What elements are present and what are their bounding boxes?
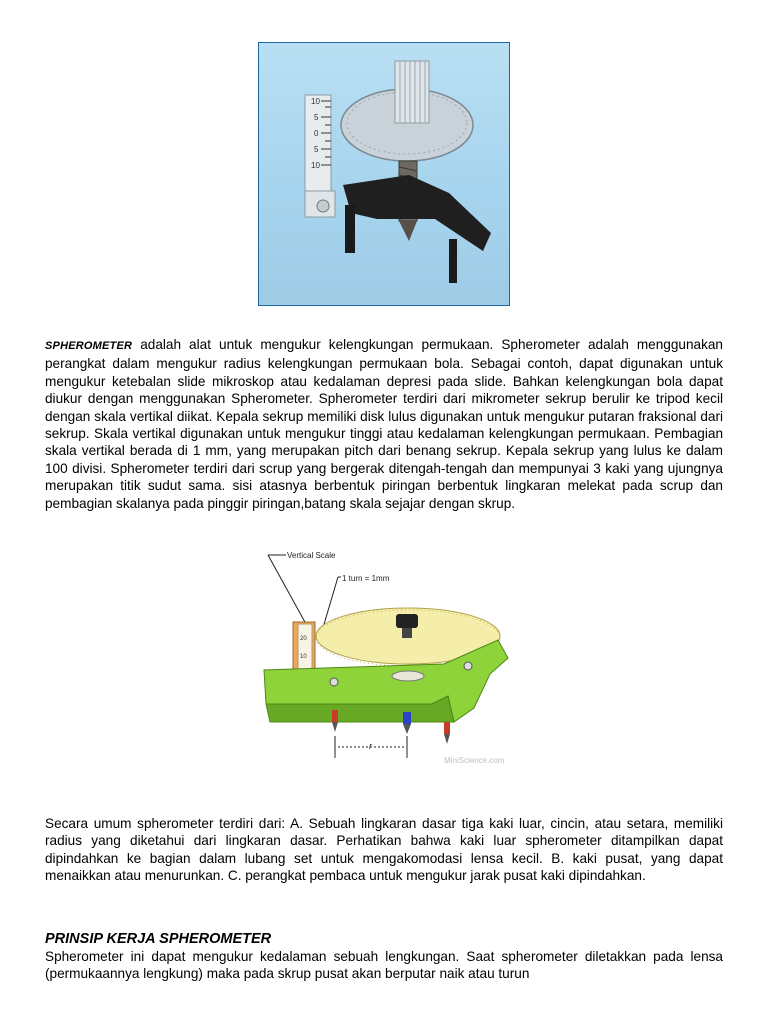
spherometer-photo [258,42,510,306]
photo-scale-number: 5 [314,113,319,122]
spherometer-diagram [262,546,522,768]
diagram-knob [396,614,418,628]
diagram-scale-tick: 10 [300,654,307,660]
vertical-scale-label: Vertical Scale [287,551,336,560]
photo-tripod-leg [345,205,355,253]
diagram-outer-leg [444,722,450,734]
label-leader [268,555,306,624]
spherometer-photo-drawing [259,43,509,305]
diagram-scale-tick: 20 [300,636,307,642]
diagram-screw [330,678,338,686]
diagram-screw [464,662,472,670]
diagram-credit: MiniScience.com [444,756,505,765]
diagram-leg-tip [403,724,411,734]
diagram-leg-tip [332,722,338,732]
photo-scale-number: 0 [314,129,319,138]
photo-scale-number: 10 [311,97,320,106]
diagram-leg-tip [444,734,450,744]
components-paragraph: Secara umum spherometer terdiri dari: A. Sebuah lingkaran dasar tiga kaki luar, cincin, atau setara, memiliki radius yang diketahui dari lingkaran dasar. Perhatikan bahwa kaki luar spherometer ditampilkan dapat dipindahkan ke bagian dalam lubang set untuk mengakomodasi lensa kecil. B. kaki pusat, yang dapat menaikkan atau menurunkan. C. perangkat pembaca untuk mengukur jarak pusat kaki dipindahkan. [45,816,723,884]
intro-paragraph [45,336,723,512]
spherometer-diagram-drawing [262,546,522,768]
r-label: r [369,741,372,751]
intro-lead-term: SPHEROMETER [45,340,133,352]
turn-label: 1 turn = 1mm [342,574,390,583]
photo-scale-number: 10 [311,161,320,170]
photo-tripod-leg [449,239,457,283]
photo-clamp-screw [317,200,329,212]
diagram-center-leg [403,712,411,724]
principle-paragraph: Spherometer ini dapat mengukur kedalaman sebuah lengkungan. Saat spherometer diletakkan pada lensa (permukaannya lengkung) maka pada skrup pusat akan berputar naik atau turun [45,949,723,982]
diagram-outer-leg [332,710,338,722]
photo-tripod-frame [343,175,491,251]
photo-screw-tip [399,221,417,241]
diagram-knob-stem [402,628,412,638]
photo-scale-plate [305,95,331,191]
intro-text: adalah alat untuk mengukur kelengkungan permukaan. Spherometer adalah menggunakan perangkat dalam mengukur radius kelengkungan permukaan bola. Sebagai contoh, dapat digunakan untuk mengukur ketebalan slide mikroskop atau kedalaman depresi pada slide. Bahkan kelengkungan bola dapat diukur dengan menggunakan Spherometer. Spherometer terdiri dari mikrometer sekrup berulir ke tripod kecil dengan skala vertikal diikat. Kepala sekrup memiliki disk lulus digunakan untuk mengukur putaran fraksional dari sekrup. Skala vertikal digunakan untuk mengukur tinggi atau kedalaman kelengkungan permukaan. Pembagian skala vertikal berada di 1 mm, yang merupakan pitch dari benang sekrup. Kepala sekrup yang lulus ke dalam 100 divisi. Spherometer terdiri dari scrup yang bergerak ditengah-tengah dan mempunyai 3 kaki yang ujungnya merupakan titik sudut sama. sisi atasnya berbentuk piringan berbentuk lingkaran melekat pada scrup dan pembagian skalanya pada pinggir piringan,batang skala sejajar dengan skrup. [45,337,723,511]
photo-scale-number: 5 [314,145,319,154]
diagram-center-nut [392,671,424,681]
section-heading: PRINSIP KERJA SPHEROMETER [45,931,272,947]
